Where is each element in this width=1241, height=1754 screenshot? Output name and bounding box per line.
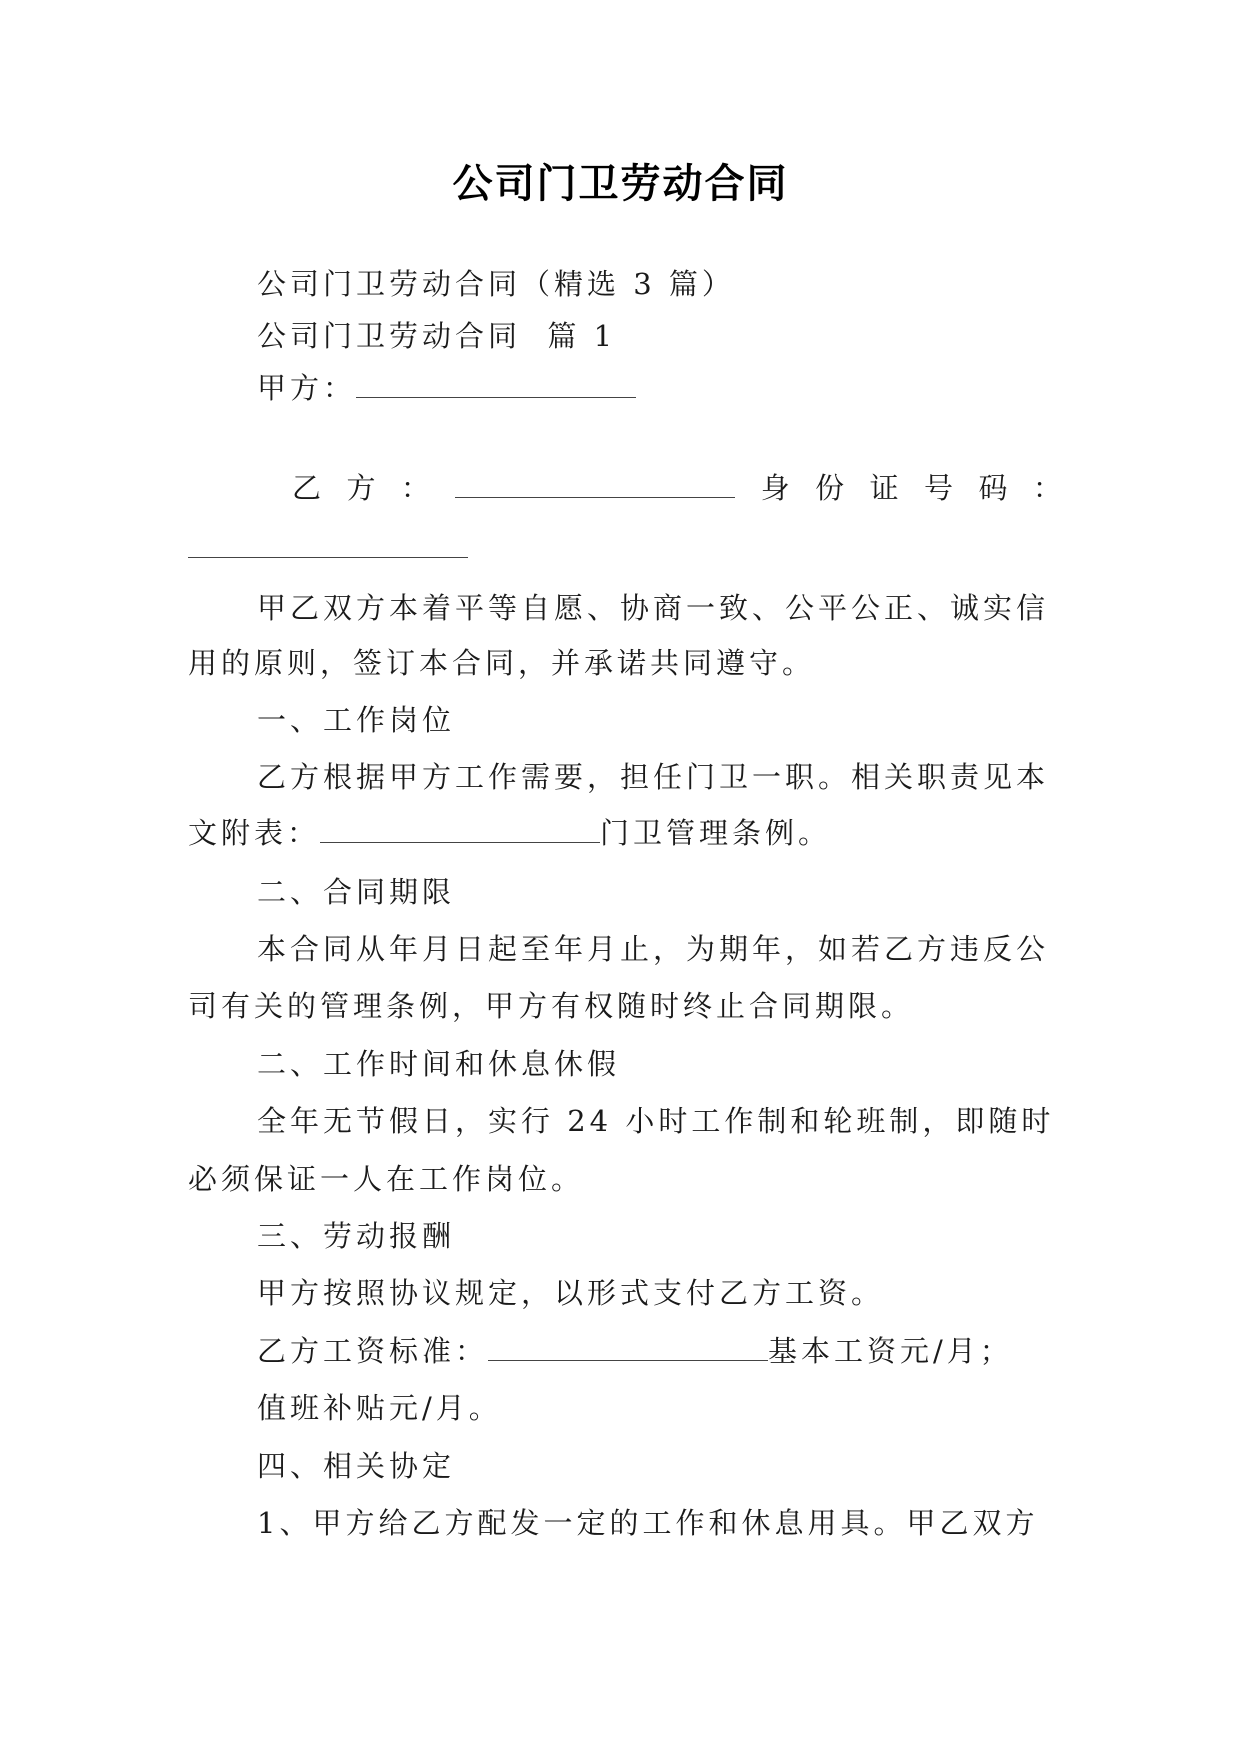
id-char: 身 — [760, 471, 790, 505]
sec4-line-1: 甲方按照协议规定，以形式支付乙方工资。 — [257, 1276, 885, 1310]
party-a-label: 甲方： — [257, 371, 357, 405]
party-b-char: 乙 — [292, 471, 322, 505]
wage-standard-blank — [488, 1334, 768, 1361]
appendix-text: 门卫管理条例。 — [600, 816, 832, 850]
appendix-blank — [320, 816, 600, 843]
wage-standard-label: 乙方工资标准： — [257, 1334, 489, 1368]
party-b-line — [292, 468, 1062, 508]
id-number-blank — [188, 531, 468, 558]
party-a-blank — [356, 371, 636, 398]
document-title: 公司门卫劳动合同 — [452, 161, 789, 207]
base-wage-text: 基本工资元/月； — [768, 1334, 1013, 1368]
id-char: 码 — [978, 471, 1008, 505]
part-heading: 公司门卫劳动合同 篇 1 — [257, 319, 617, 353]
party-b-blank — [455, 471, 735, 498]
sec2-line-1: 本合同从年月日起至年月止，为期年，如若乙方违反公 — [257, 932, 1050, 966]
intro-line-1: 甲乙双方本着平等自愿、协商一致、公平公正、诚实信 — [257, 591, 1050, 625]
id-char: 份 — [815, 471, 845, 505]
party-a-line — [257, 368, 636, 408]
id-char: 证 — [869, 471, 899, 505]
sec2-line-2: 司有关的管理条例，甲方有权随时终止合同期限。 — [188, 989, 915, 1023]
id-number-line — [188, 528, 468, 568]
id-char: 号 — [924, 471, 954, 505]
section-heading: 三、劳动报酬 — [257, 1219, 456, 1253]
section-heading: 四、相关协定 — [257, 1449, 456, 1483]
section-heading: 二、工作时间和休息休假 — [257, 1047, 621, 1081]
party-b-char: 方 — [346, 471, 376, 505]
section-heading: 一、工作岗位 — [257, 703, 456, 737]
sec1-line-1: 乙方根据甲方工作需要，担任门卫一职。相关职责见本 — [257, 760, 1050, 794]
sec4-line-3: 值班补贴元/月。 — [257, 1391, 502, 1425]
subtitle: 公司门卫劳动合同（精选 3 篇） — [257, 267, 735, 301]
sec1-line-2 — [188, 813, 831, 853]
id-char: ： — [1032, 471, 1062, 505]
sec3-line-2: 必须保证一人在工作岗位。 — [188, 1162, 585, 1196]
party-b-char: ： — [400, 471, 430, 505]
intro-line-2: 用的原则，签订本合同，并承诺共同遵守。 — [188, 646, 816, 680]
sec3-line-1: 全年无节假日，实行 24 小时工作制和轮班制，即随时 — [257, 1104, 1055, 1138]
section-heading: 二、合同期限 — [257, 875, 456, 909]
sec5-line-1: 1、甲方给乙方配发一定的工作和休息用具。甲乙双方 — [257, 1506, 1039, 1540]
appendix-label: 文附表： — [188, 816, 321, 850]
sec4-line-2 — [257, 1331, 1013, 1371]
